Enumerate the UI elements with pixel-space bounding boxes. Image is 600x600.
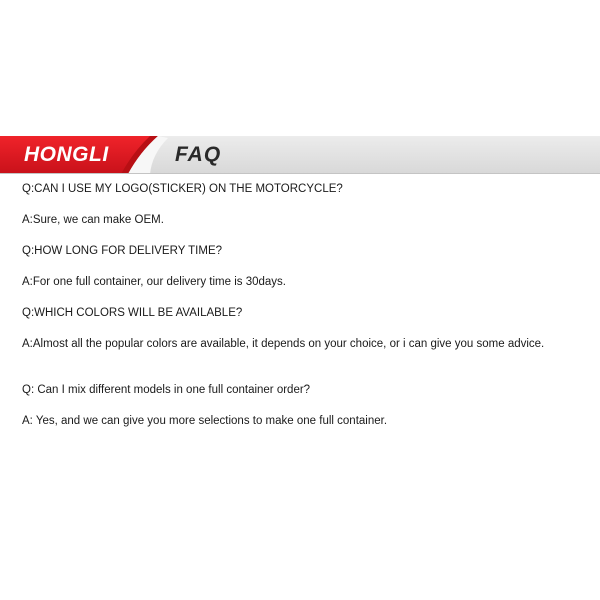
faq-question: Q:WHICH COLORS WILL BE AVAILABLE? [22, 307, 243, 319]
faq-answer: A:Sure, we can make OEM. [22, 214, 164, 226]
faq-answer: A: Yes, and we can give you more selections to make one full container. [22, 415, 388, 427]
faq-banner [0, 136, 600, 174]
faq-list [22, 182, 582, 445]
faq-answer: A:Almost all the popular colors are available, it depends on your choice, or i can give you some advice. [22, 338, 545, 350]
faq-question: Q:CAN I USE MY LOGO(STICKER) ON THE MOTORCYCLE? [22, 183, 343, 195]
brand-logo-text: HONGLI [24, 143, 109, 166]
faq-answer: A:For one full container, our delivery time is 30days. [22, 276, 286, 288]
faq-question: Q: Can I mix different models in one full container order? [22, 384, 311, 396]
section-title: FAQ [175, 143, 222, 166]
faq-question: Q:HOW LONG FOR DELIVERY TIME? [22, 245, 223, 257]
